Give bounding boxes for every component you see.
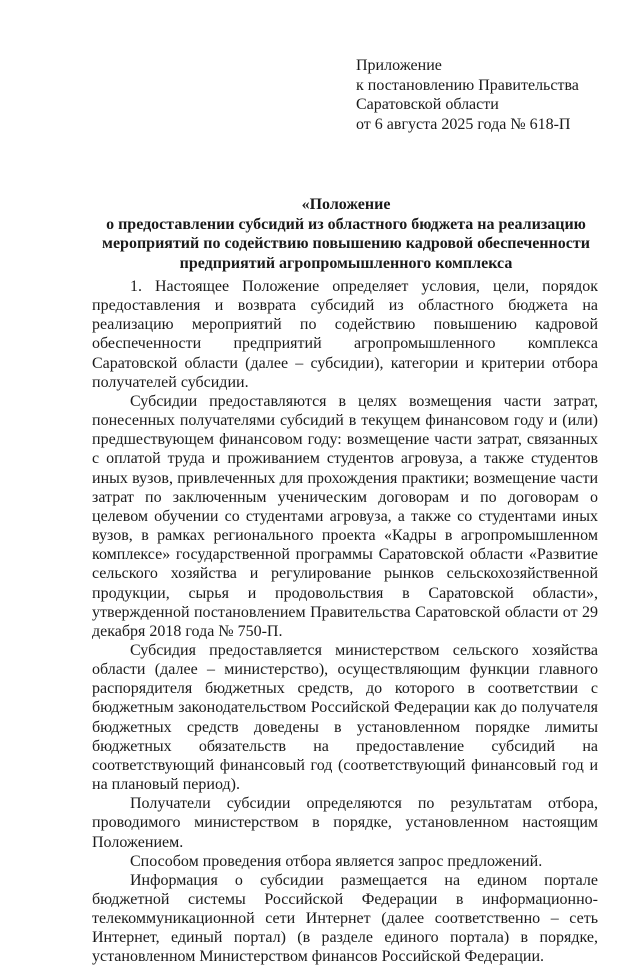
paragraph-ministry: Субсидия предоставляется министерством сельского хозяйства области (далее – министерство), осуществляющим функции главного распорядителя бюджетных средств, до которого в соответствии с бюджетным законодательством Российской Федерации как до получателя бюджетных средств доведены в установленном порядке лимиты бюджетных обязательств на предоставление субсидий на соответствующий финансовый год (соответствующий финансовый год и на плановый период). [92,641,598,794]
paragraph-recipients: Получатели субсидии определяются по результатам отбора, проводимого министерством в порядке, установленном настоящим Положением. [92,795,598,851]
title-line: «Положение [301,196,391,213]
appendix-header [356,56,616,134]
title-line: мероприятий по содействию повышению кадровой обеспеченности [102,235,590,252]
appendix-line: Саратовской области [356,96,499,113]
title-line: о предоставлении субсидий из областного бюджета на реализацию [106,215,586,233]
paragraph-portal-info: Информация о субсидии размещается на едином портале бюджетной системы Российской Федерации в информационно-телекоммуникационной сети Интернет (далее соответственно – сеть Интернет, единый портал) (в разделе единого портала) в порядке, установленном Министерством финансов Российской Федерации. [92,871,598,966]
paragraph-conditions: 1. Настоящее Положение определяет условия, цели, порядок предоставления и возврата субсидий из областного бюджета на реализацию мероприятий по содействию повышению кадровой обеспеченности предприятий агропромышленного комплекса Саратовской области (далее – субсидии), категории и критерии отбора получателей субсидии. [92,278,598,391]
appendix-line: к постановлению Правительства [356,76,579,94]
appendix-line: Приложение [356,57,442,74]
paragraph-selection-method: Способом проведения отбора является запрос предложений. [130,852,543,870]
appendix-line: от 6 августа 2025 года № 618-П [356,115,571,133]
document-title [96,195,596,273]
document-body [92,277,598,967]
title-line: предприятий агропромышленного комплекса [179,254,513,272]
paragraph-purposes: Субсидии предоставляются в целях возмещения части затрат, понесенных получателями субсидий в текущем финансовом году и (или) предшествующем финансовом году: возмещение части затрат, связанных с оплатой труда и проживанием студентов агровуза, а также студентов иных вузов, привлеченных для прохождения практики; возмещение части затрат по заключенным ученическим договорам и по договорам о целевом обучении со студентами агровуза, а также со студентами иных вузов, в рамках регионального проекта «Кадры в агропромышленном комплексе» государственной программы Саратовской области «Развитие сельского хозяйства и регулирование рынков сельскохозяйственной продукции, сырья и продовольствия в Саратовской области», утвержденной постановлением Правительства Саратовской области от 29 декабря 2018 года № 750-П. [92,392,598,640]
